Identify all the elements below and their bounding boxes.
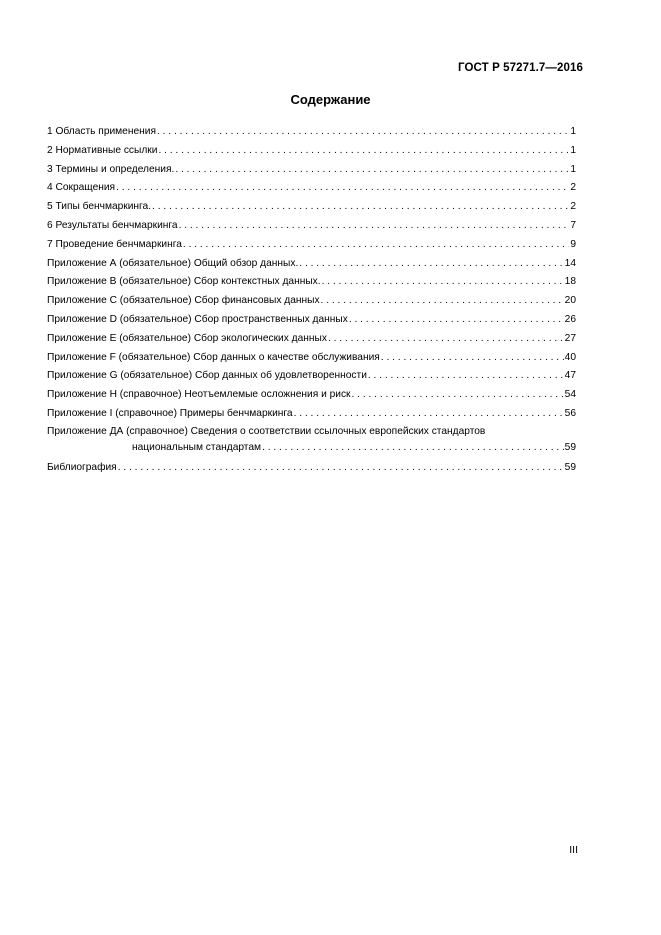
toc-entry[interactable] <box>47 179 576 198</box>
dot-leader <box>116 179 569 198</box>
toc-entry-page: 9 <box>570 238 576 250</box>
dot-leader <box>157 123 569 142</box>
toc-entry-label: Приложение В (обязательное) Сбор контекстных данных. <box>47 276 321 288</box>
toc-entry-page: 56 <box>564 407 576 419</box>
toc-entry-label: Библиография <box>47 461 117 473</box>
dot-leader <box>368 367 564 386</box>
toc-entry[interactable] <box>47 217 576 236</box>
toc-entry-label: Приложение G (обязательное) Сбор данных об удовлетворенности <box>47 370 367 382</box>
dot-leader <box>328 330 564 349</box>
toc-entry[interactable] <box>47 405 576 424</box>
dot-leader <box>158 142 569 161</box>
toc-entry-page: 26 <box>564 313 576 325</box>
toc-entry[interactable] <box>47 142 576 161</box>
toc-entry[interactable] <box>47 367 576 386</box>
toc-entry-label: Приложение F (обязательное) Сбор данных о качестве обслуживания <box>47 351 380 363</box>
dot-leader <box>294 405 564 424</box>
toc-entry-label-continued: национальным стандартам <box>132 441 262 453</box>
toc-entry-label: 4 Сокращения <box>47 182 116 194</box>
toc-entry[interactable] <box>47 198 576 217</box>
page-title: Содержание <box>290 92 371 107</box>
toc-entry-page: 20 <box>564 295 576 307</box>
toc-entry-label: Приложение Е (обязательное) Сбор экологических данных <box>47 332 327 344</box>
toc-entry-label: Приложение I (справочное) Примеры бенчмаркинга <box>47 407 293 419</box>
toc-entry-label: Приложение D (обязательное) Сбор пространственных данных <box>47 313 348 325</box>
toc-entry[interactable] <box>47 236 576 255</box>
toc-entry-label: 5 Типы бенчмаркинга. <box>47 201 152 213</box>
toc-entry-page: 14 <box>564 257 576 269</box>
dot-leader <box>179 217 570 236</box>
toc-entry[interactable] <box>47 330 576 349</box>
toc-entry-page: 1 <box>570 163 576 175</box>
dot-leader <box>349 311 564 330</box>
page-number: III <box>569 844 578 856</box>
toc-entry-bibliography[interactable] <box>47 459 576 478</box>
dot-leader <box>321 292 564 311</box>
toc-entry[interactable] <box>47 161 576 180</box>
dot-leader <box>322 273 564 292</box>
document-code: ГОСТ Р 57271.7—2016 <box>458 62 583 74</box>
dot-leader <box>352 386 564 405</box>
toc-entry-page: 40 <box>564 351 576 363</box>
toc-entry-label: 2 Нормативные ссылки <box>47 144 158 156</box>
toc-entry-page: 1 <box>570 144 576 156</box>
dot-leader <box>299 255 563 274</box>
dot-leader <box>262 440 564 456</box>
toc-entry-label: 7 Проведение бенчмаркинга <box>47 238 182 250</box>
toc-entry-page: 2 <box>570 182 576 194</box>
toc-entry-page: 27 <box>564 332 576 344</box>
toc-entry-page: 1 <box>570 126 576 137</box>
toc-entry[interactable] <box>47 386 576 405</box>
dot-leader <box>118 459 564 478</box>
toc-entry-label: Приложение А (обязательное) Общий обзор данных. <box>47 257 299 269</box>
toc-entry-label: 3 Термины и определения. <box>47 163 175 175</box>
dot-leader <box>175 161 569 180</box>
table-of-contents <box>47 123 576 478</box>
toc-entry-page: 47 <box>564 370 576 382</box>
toc-entry[interactable] <box>47 255 576 274</box>
toc-entry-annex-da[interactable] <box>47 424 576 459</box>
toc-entry-page: 2 <box>570 201 576 213</box>
toc-entry-page: 18 <box>564 276 576 288</box>
toc-entry-page: 59 <box>564 441 576 453</box>
toc-entry[interactable] <box>47 311 576 330</box>
toc-entry[interactable] <box>47 123 576 142</box>
toc-entry-page: 7 <box>570 219 576 231</box>
toc-entry-page: 54 <box>564 389 576 401</box>
toc-entry-label: Приложение ДА (справочное) Сведения о соответствии ссылочных европейских стандартов <box>47 425 486 437</box>
toc-entry-label: 1 Область применения <box>47 126 156 137</box>
dot-leader <box>381 349 564 368</box>
toc-entry[interactable] <box>47 292 576 311</box>
toc-entry[interactable] <box>47 349 576 368</box>
toc-entry-page: 59 <box>564 461 576 473</box>
dot-leader <box>152 198 569 217</box>
toc-entry-label: Приложение Н (справочное) Неотъемлемые осложнения и риск <box>47 389 351 401</box>
toc-entry[interactable] <box>47 273 576 292</box>
toc-entry-label: Приложение С (обязательное) Сбор финансовых данных <box>47 295 320 307</box>
dot-leader <box>183 236 569 255</box>
toc-entry-label: 6 Результаты бенчмаркинга <box>47 219 178 231</box>
